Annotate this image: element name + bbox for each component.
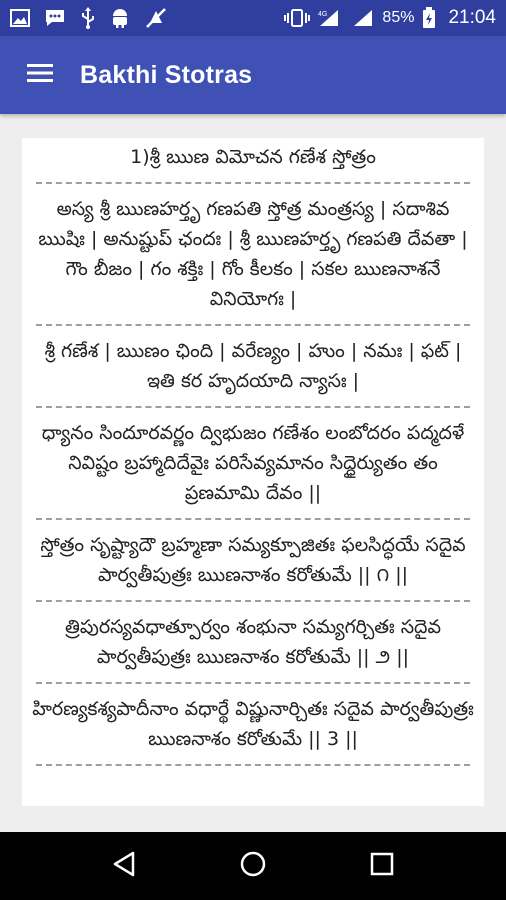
verse-text: ధ్యానం సిందూరవర్ణం ద్విభుజం గణేశం లంబోదరం పద్మదళే నివిష్టం బ్రహ్మాదిదేవైః పరిసేవ్యమానం సిద్ధైర్యుతం తం ప్రణమామి దేవం || — [41, 422, 465, 504]
divider — [36, 324, 470, 326]
svg-text:4G: 4G — [318, 11, 328, 18]
divider — [36, 682, 470, 684]
home-icon — [239, 850, 267, 882]
notification-icons — [10, 7, 284, 29]
divider — [36, 518, 470, 520]
android-icon — [110, 7, 130, 29]
divider — [36, 600, 470, 602]
signal-icon — [318, 8, 344, 28]
recents-button[interactable] — [352, 836, 412, 896]
battery-charging-icon — [422, 7, 436, 29]
battery-percentage: 85% — [382, 9, 415, 26]
verse-text: త్రిపురస్యవధాత్పూర్వం శంభునా సమ్యగర్చితః సదైవ పార్వతీపుత్రః ఋణనాశం కరోతుమే || ౨ || — [65, 616, 441, 668]
verse-text: స్తోత్రం సృష్ట్యాదౌ బ్రహ్మణా సమ్యక్పూజితః ఫలసిద్ధయే సదైవ పార్వతీపుత్రః ఋణనాశం కరోతుమే || ౧ || — [40, 534, 466, 586]
image-icon — [10, 9, 30, 27]
stotra-title: 1)శ్రీ ఋణ విమోచన గణేశ స్తోత్రం — [130, 146, 376, 168]
verse-text: అస్య శ్రీ ఋణహర్తృ గణపతి స్తోత్ర మంత్రస్య | సదాశివ ఋషిః | అనుష్టుప్ ఛందః | శ్రీ ఋణహర్తృ గణపతి దేవతా | గౌం బీజం | గం శక్తిః | గోం కీలకం | సకల ఋణనాశనే వినియోగః | — [38, 198, 468, 310]
back-icon — [111, 850, 137, 882]
navigation-bar — [0, 832, 506, 900]
back-button[interactable] — [94, 836, 154, 896]
verse-text: శ్రీ గణేశ | ఋణం ఛింది | వరేణ్యం | హుం | నమః | ఫట్ | ఇతి కర హృదయాది న్యాసః | — [44, 340, 462, 392]
chat-icon — [44, 8, 66, 28]
system-icons — [284, 7, 496, 29]
verse-text: హిరణ్యకశ్యపాదీనాం వధార్థే విష్ణునార్చితః సదైవ పార్వతీపుత్రః ఋణనాశం కరోతుమే || 3 || — [32, 698, 474, 750]
divider — [36, 406, 470, 408]
divider — [36, 764, 470, 766]
recents-icon — [370, 852, 394, 880]
hamburger-menu-icon — [27, 63, 53, 87]
home-button[interactable] — [223, 836, 283, 896]
signal-icon — [352, 8, 374, 28]
sync-off-icon — [144, 7, 168, 29]
stotra-content[interactable] — [22, 138, 484, 806]
status-bar — [0, 0, 506, 36]
menu-button[interactable] — [0, 36, 80, 114]
app-title: Bakthi Stotras — [80, 60, 253, 89]
usb-icon — [80, 7, 96, 29]
vibrate-icon — [284, 8, 310, 28]
app-bar — [0, 36, 506, 114]
divider — [36, 182, 470, 184]
clock: 21:04 — [448, 7, 496, 28]
